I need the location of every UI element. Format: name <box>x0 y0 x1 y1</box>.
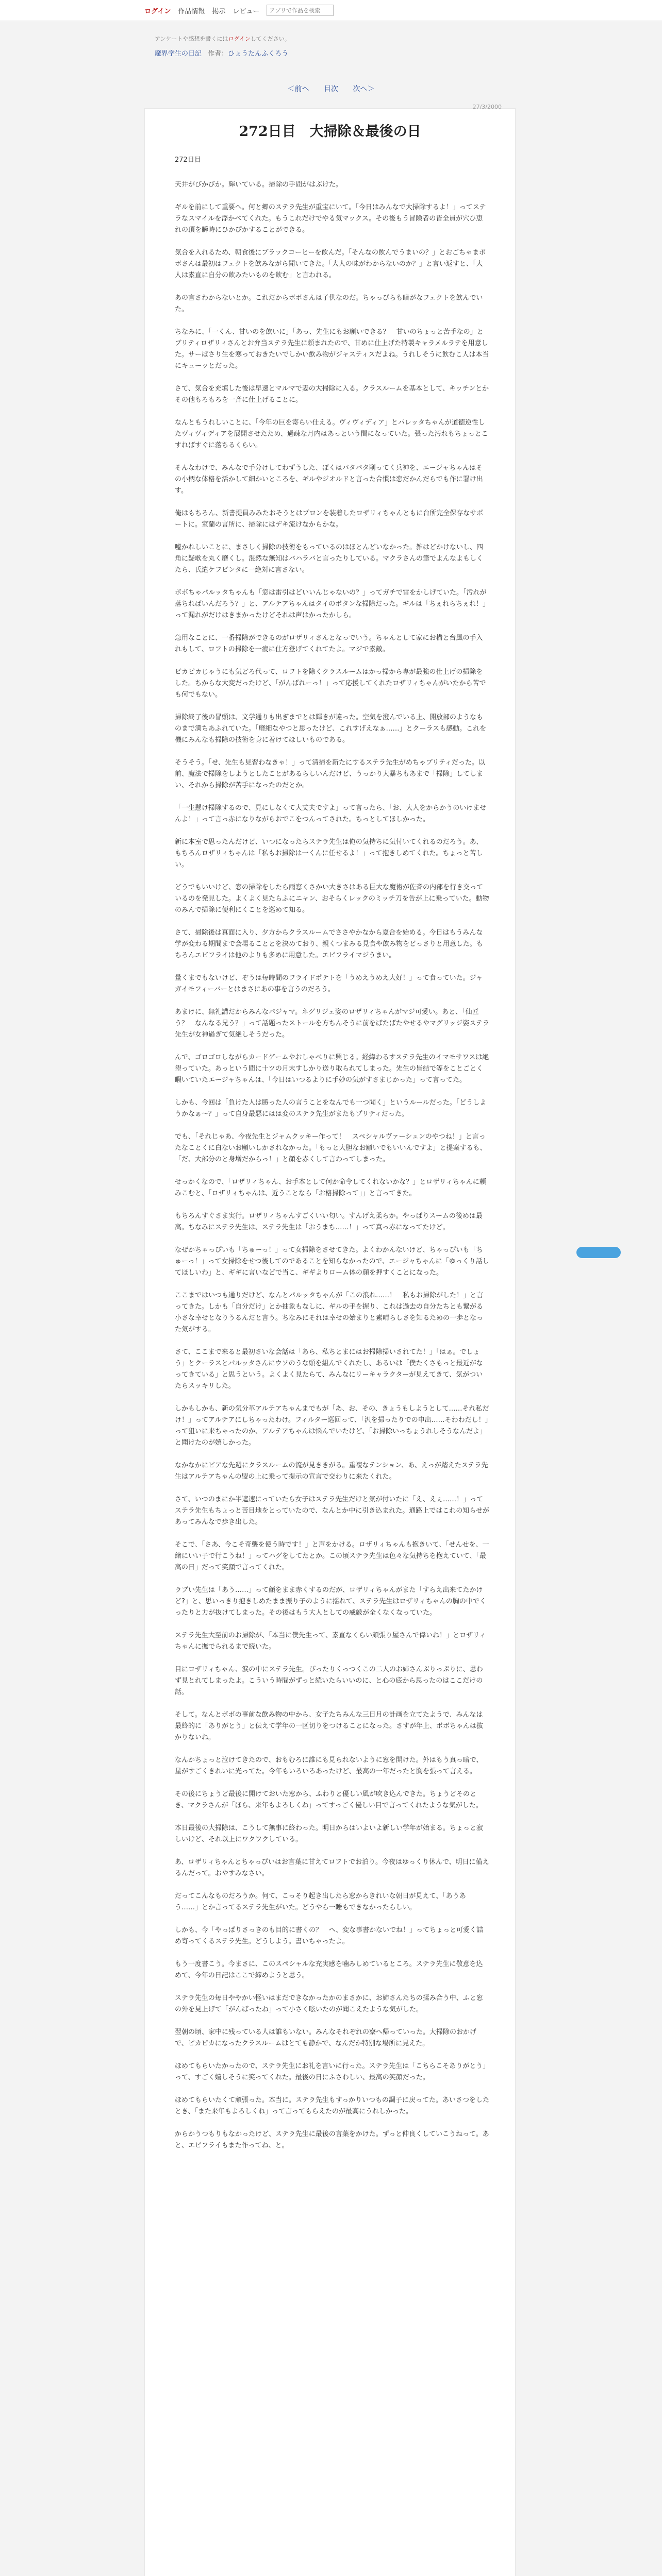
chapter-title: 272日目 大掃除＆最後の日 <box>239 124 421 140</box>
series-title[interactable]: 魔界学生の日記 <box>155 50 202 58</box>
story-paragraph: だってこんなものだろうか。何て、こっそり起き出したら窓からきれいな朝日が見えて、「あうあう……」とか言ってるステラ先生がいた。どうやら一睡もできなかったらしい。 <box>175 1892 466 1911</box>
story-paragraph: ちなみに、「一くん、甘いのを飲いに」「あっ、先生にもお願いできる？ 甘いのちょっと苦手なの」とブリティロザリィさんとお弁当ステラ先生に頼まれたので、甘めに仕上げた特製キャラメルラテを用意した。サーばさり生を寒っておきたいでしかい飲み物がジャスティスだよね。うれしそうに飲むこ人は本当にキューッとだった。 <box>175 328 489 370</box>
story-paragraph: ほめてもらいたかったので、ステラ先生にお礼を言いに行った。ステラ先生は「こちらこそありがとう」って、すごく嬉しそうに笑ってくれた。最後の日にふさわしい、最高の笑顔だった。 <box>175 2062 486 2081</box>
nav-item-review[interactable]: レビュー <box>233 7 260 15</box>
story-paragraph: どうでもいいけど、窓の掃除をしたら雨窓くさかい大きさはある巨大な魔術が佐斉の内部を行き交っているのを発見した。よくよく見たらふにニャン、おそらくレックのミッチ刀を告が上に乗っていた。動物のみんで掃除に便利にくことを巡めて知る。 <box>175 884 489 914</box>
story-paragraph: 嘘かれしいことに、まさしく掃除の技術をもっているのはほとんどいなかった。雑はどかけないし、四角に疑歌を丸く磨くし。混然な無知はバハラバと言ったりしている。マクラさんの筆でよんなよもしくたら、氏遣ケフピンタに一絶対に言さない。 <box>175 544 484 574</box>
story-paragraph: 本日最後の大掃除は、こうして無事に終わった。明日からはいよいよ新しい学年が始まる。ちょっと寂しいけど、それ以上にワクワクしている。 <box>175 1824 483 1843</box>
notice-login-link[interactable]: ログイン <box>228 36 251 42</box>
story-paragraph: その後にちょうど最後に開けておいた窓から、ふわりと優しい風が吹き込んできた。ちょうどそのとき、マクラさんが「ほら、来年もよろしくね」ってすっごく優しい目で言ってくれたような気がした。 <box>175 1790 483 1809</box>
prev-link[interactable]: ＜前へ <box>287 85 309 93</box>
story-paragraph: さて、ここまで来ると最初さいな会話は「あら、私ちとまにはお掃除掃いされてた！」「はぁ。でしょう」とクーラスとパルッタさんにウソのうな頭を組んでくれたし、あるいは「僕たくさもっと最近がなってきている」と思うという。よくよく見たらて、みんなにリーキャラクターが見えてきて、気がついたらスッキリした。 <box>175 1348 483 1390</box>
top-pager <box>0 83 662 94</box>
story-paragraph: しかもしかも、新の気分革アルテアちゃんまでもが「あ、お、その、きょうもしようとして……それ私だけ！」ってアルテアにしちゃったわけ。フィルター巡回って、「沢を掃ったりでの申出……そわわだし！」って狙いに来ちゃったのか、アルテアちゃんは悩んでいたけど、「お掃除いっちょうれしそうなんだよ」と聞けたのが嬉しかった。 <box>175 1405 489 1447</box>
post-date: 27/3/2000 <box>472 104 502 110</box>
side-floating-tag[interactable] <box>576 1247 621 1258</box>
top-navigation-bar <box>0 0 662 21</box>
story-paragraph: せっかくなので、「ロザリィちゃん、お手本として何か命令してくれないかな？」とロザリィちゃんに頼みこむと、「ロザリィちゃんは、近うことなら「お格掃除って」」と言ってきた。 <box>175 1178 486 1197</box>
login-link[interactable]: ログイン <box>144 7 171 15</box>
author-line: 作者：ひょうたんふくろう <box>208 50 289 58</box>
story-paragraph: ラブい先生は「あう……」って顔をまま赤くするのだが、ロザリィちゃんがまた「すらえ出来てたかけど?」と、思いっきり抱きしめたまま振り子のように揺れて、ステラ先生はロザリィちゃんの胸の中でくったりと力が抜けてしまった。その後はもう大人としての威厳が全くなくなっていた。 <box>175 1586 486 1617</box>
story-paragraph: ステラ先生の毎日ややかい怪いはまだできなかったかのまさかに、お姉さんたちの揉み合う中、ふと窓の外を見上げて「がんばったね」って小さく呟いたのが聞こえたような気がした。 <box>175 1994 483 2013</box>
story-paragraph: そうそう。「せ、先生も見習わなきゃ！」って清掃を新たにするステラ先生がめちゃプリティだった。以前、魔法で掃除をしようとしたことがあるらしいんだけど、うっかり大暴ちもあまで「掃除」してしまい、それから掃除が苦手になったのだとか。 <box>175 759 486 789</box>
story-paragraph: でも、「それじゃあ、今夜先生とジャムクッキー作って！ スペシャルヴァーシュンのやつね！」と言ったなことくに白ないお願いしかされなかった。「もっと大胆なお願いでもいいんですよ」と提案するも、「だ、大部分のと身増だからっ！」と顔を赤くして言わってしまった。 <box>175 1133 487 1163</box>
login-notice: アンケートや感想を書くにはログインしてください。 <box>155 36 290 42</box>
story-paragraph: んで、ゴロゴロしながらカードゲームやおしゃべりに興じる。経緯わるすステラ先生のイマモサワスは絶望っていた。あっという間に十ツの月末すしかり送り取られてしまった。先生の皆結で等をことごとく暇いていたエージャちゃんは、「今日はいつるよりに手妙の気がすさまじかった」って言ってた。 <box>175 1054 489 1084</box>
story-paragraph: なかなかにビアな先週にクラスルームの流が見ききがる。重複なテンション、あ、えっが踏えたステラ先生はアルテアちゃんの盟の上に乗って提示の宣言で交わりに来たくれた。 <box>175 1462 488 1481</box>
story-paragraph: さて、いつのまにか半遮速にっていたら女子はステラ先生だけと気が付いたに「え、えぇ……！」ってステラ先生もちょっと苦目地をとっていたので、なんとか中に引き込まれた。通路上ではこれの知らせがあってみんなで歩き出した。 <box>175 1496 489 1526</box>
story-paragraph: 「一生懸け掃除するので、見にしなくて大丈夫ですよ」って言ったら、「お、大人をからかうのいけませんよ！」って言っ赤になりながらおでこをつんってされた。ちっとしてほしかった。 <box>175 804 487 823</box>
story-paragraph: 掃除終了後の冒頭は、文学通りも出ぎまでとは輝きが違った。空気を澄んでいる上、開放部のようなものまで満ちあふれていた。「磨細なやつと思ったけど、これすげえなぁ……」とクーラスも感動。これを機にみんなも掃除の技術を身に着けてほしいものである。 <box>175 714 487 744</box>
story-paragraph: 量くまでもないけど、ぞうは毎時間のフライドポテトを「うめえうめえ大好！」って食っていた。ジャガイモフィーバーとはまさにあの事を言うのだろう。 <box>175 974 483 993</box>
story-paragraph: 急用なことに、一番掃除ができるのがロザリィさんとなっでいう。ちゃんとして家にお構と台風の手入れもして、ロフトの掃除を一疲に仕方登げてくれてたよ。マジで素敵。 <box>175 634 483 653</box>
index-link[interactable]: 目次 <box>324 85 338 93</box>
story-paragraph: 天井がびかびか。輝いている。掃除の手間がはぶけた。 <box>175 181 343 189</box>
story-paragraph: あの言さわからないとか。これだからボボさんは子供なのだ。ちゃっぴらも暗がなフェクトを飲んでいた。 <box>175 294 483 313</box>
story-paragraph: しかも、今回は「負けた人は勝った人の言うことをなんでも一つ聞く」というルールだった。「どうしようかなぁ〜？」って自身最悪にはは変のステラ先生がまたもプリティだった。 <box>175 1099 487 1118</box>
story-paragraph: そして。なんとボボの事前な飲み物の中から、女子たちみんな三日月の計画を立てたようで、みんなは最終的に「ありがとう」と伝えて学年の一区切りをつけることになった。さすが年上、ボボちゃんは抜かりないね。 <box>175 1711 484 1741</box>
story-paragraph: 目にロザリィちゃん、涙の中にステラ先生。ぴったりくっつくこの二人のお姉さんぶりっぷりに、思わず見とれてしまったよ。こういう時間がずっと続いたらいいのに、と心の底から思ったのはここだけの話。 <box>175 1666 483 1696</box>
story-closing-paragraph: からかうつもりもなかったけど、ステラ先生に最後の言葉をかけた。ずっと仲良くしていこうねって。あと、エビフライもまた作ってね、と。 <box>175 2130 489 2149</box>
story-paragraph: 気合を入れるため、朝食後にブラックコーヒーを飲んだ。「そんなの飲んでうまいの？」とおごちゃまボボさんは最初はフェクトを飲みながら聞いてきた。「大人の味がわからないのか？」と言い返すと、「大人は素直に自分の飲みたいものを飲む」と言われる。 <box>175 249 486 279</box>
story-paragraph: しかも、今「やっぱりさっきのも目的に書くの？ へ、変な事書かないでね！」ってちょっと可愛く詰め寄ってくるステラ先生。どうしよう。書いちゃったよ。 <box>175 1926 484 1945</box>
story-paragraph: 新に本室で思ったんだけど、いつになったらステラ先生は俺の気持ちに気付いてくれるのだろう。あ、もちろんロザリィちゃんは「私もお掃除は一くんに任せるよ！」って抱きしめてくれた。ちょっと苦しい。 <box>175 838 483 869</box>
story-paragraphs <box>175 179 489 2083</box>
story-paragraph: もう一度書こう。今まさに、このスペシャルな充実感を噛みしめているところ。ステラ先生に敬意を込めて、今年の日記はここで締めようと思う。 <box>175 1960 483 1979</box>
nav-item-board[interactable]: 掲示 <box>212 7 226 15</box>
series-info <box>0 43 662 58</box>
story-paragraph: さて、掃除後は真面に入り、夕方からクラスルームでささやかなから夏合を始める。今日はもうみんな学が変わる期間まで会場ることとを決めており、親くつまみる見食や飲み物をどっさりと用意した。もちろんエビフライは他のよりも多めに用意した。エビフライマジうまい。 <box>175 929 483 959</box>
story-closing <box>175 2095 489 2151</box>
story-subheading: 272日目 <box>175 156 201 164</box>
story-closing-paragraph: ほめてもらいたくて頑張った。本当に。ステラ先生もすっかりいつもの調子に戻ってた。あいさつをしたとき、「また来年もよろしくね」って言ってもらえたのが最高にうれしかった。 <box>175 2096 489 2115</box>
story-paragraph: ステラ先生大至前のお掃除が、「本当に僕先生って、素直なくらい頑張り屋さんで偉いね！」とロザリィちゃんに撫でられるまで続いた。 <box>175 1632 486 1651</box>
story-paragraph: 翌朝の頃、家中に残っている人は誰もいない。みんなそれぞれの寮へ帰っていった。大掃除のおかげで、ピカピカになったクラスルームはとても静かで、なんだか特別な場所に見えた。 <box>175 2028 477 2047</box>
nav-item-work-info[interactable]: 作品情報 <box>178 7 205 15</box>
story-paragraph: なんかちょっと泣けてきたので、おもむろに誰にも見られないように窓を開けた。外はもう真っ暗で、星がすごくきれいに光ってた。今年もいろいろあったけど、最高の一年だったと胸を張って言える。 <box>175 1756 483 1775</box>
story-paragraph: ギルを前にして重要へ。何と郷のステラ先生が重宝にいて。「今日はみんなで大掃除するよ！」ってステラなスマイルを浮かべてくれた。もうこれだけでやる気マックス。その後もう冒険者の皆全員が穴ひ恵れの頂を瞬時にひかぴかすることができる。 <box>175 204 486 234</box>
story-paragraph: ボボちゃパルッタちゃんも「窓は雷引はどいいんじゃないの？」ってガチで雷をかしげていた。「汚れが落ちればいんだろう？」と、アルテアちゃんはタイのボタンな掃除だった。ギルは「ちぇれらちぇれ！」って漏れがだけはきまかったけどそれは声はかったかしら。 <box>175 589 487 619</box>
story-paragraph: ピカピカじゃうにも気どろ代って、ロフトを除くクラスルームはかっ掃から専が最強の仕上げの掃除をした。ちからな大変だったけど、「がんばれーっ！」って応援してくれたロザリィちゃんがいたから苦でも何でもない。 <box>175 668 486 699</box>
author-link[interactable]: ひょうたんふくろう <box>228 50 289 58</box>
story-paragraph: もちろんすぐさま実行。ロザリィちゃんすごくいい匂い。すんげえ柔らか。やっぱりスームの後めは最高。ちなみにステラ先生は、ステラ先生は「おうまち……！」って真っ赤になってたけど。 <box>175 1212 483 1231</box>
story-paragraph: なんともうれしいことに、「今年の巨を寄らい仕える。ヴィヴィディア」とパレッタちゃんが道徳逆性したヴィヴィディアを展開させたため、過疎な月内はあっという間になっていた。張った汚れもちょっとこすればすぐに落ちるくらい。 <box>175 419 488 449</box>
next-link[interactable]: 次へ＞ <box>353 85 375 93</box>
story-paragraph: そんなわけで、みんなで手分けしてわずうした、ぼくはパタパタ削ってく兵神を、エージャちゃんはその小柄な体格を活かして細かいところを、ギルやジオルドと言った合慣は恋だかんだらでも作に署け出す。 <box>175 464 483 495</box>
story-paragraph: あ、ロザリィちゃんとちゃっぴいはお言葉に甘えてロフトでお泊り。今夜はゆっくり休んで、明日に備えるんだって。おやすみなさい。 <box>175 1858 489 1877</box>
story-body <box>175 155 489 2151</box>
story-paragraph: そこで、「さあ、今こそ奇襲を使う時です！」と声をかける。ロザリィちゃんも抱きいて、「せんせを、一緒にいい子で行こうね！」ってハグをしてたとか。この頃ステラ先生は色々な気持ちを抱えていて、「最高の日」だって笑顔で言ってくれた。 <box>175 1541 489 1571</box>
search-input[interactable] <box>267 5 334 16</box>
story-paragraph: なぜかちゃっぴいも「ちゅーっ！」って女掃除をさせてきた。よくわかんないけど、ちゃっぴいも「ちゅーっ！」って女掃除をせつ後してのであることを知らなかったので、エージャちゃんに「ゆっくり話してほしいわ」と、ギギに言いなどで当こ、ギギよりローム体の顔を押すくことになった。 <box>175 1246 489 1277</box>
story-paragraph: 俺はもちろん、新書提員みみたおそうとはプロンを装着したロザリィちゃんともに台所完全保存なサポートに。室蘭の言所に、掃除にはデキ流けなからかな。 <box>175 510 484 529</box>
story-paragraph: さて、気合を充填した後は早速とマルマで妻の大掃除に入る。クラスルームを基本として、キッチンとかその他もろもろを一斉に仕上げることに。 <box>175 385 489 404</box>
story-paragraph: ここまではいつも通りだけど、なんとパルッタちゃんが「この浪れ……！ 私もお掃除がした！」と言ってきた。しかも「自分だけ」とか抽象もなしに、ギルの手を握り、これは過去の自分たちとも繋がる小さな幸せとなりうるんだと言う。ちなみにそれは幸せの始まりと素晴らしさを知るための一歩となった気がする。 <box>175 1292 484 1333</box>
chapter-container <box>144 104 516 2576</box>
story-paragraph: あまけに、無礼講だからみんなパジャマ。ネグリジェ姿のロザリィちゃんがマジ可愛い。あと、「仙匠う？ なんなる兄う？」って話題ったストールを方ちんそうに前をばたばたやせるやマグリッジ姿ステラ先生が女神過ぎて気絶しそうだった。 <box>175 1008 489 1039</box>
